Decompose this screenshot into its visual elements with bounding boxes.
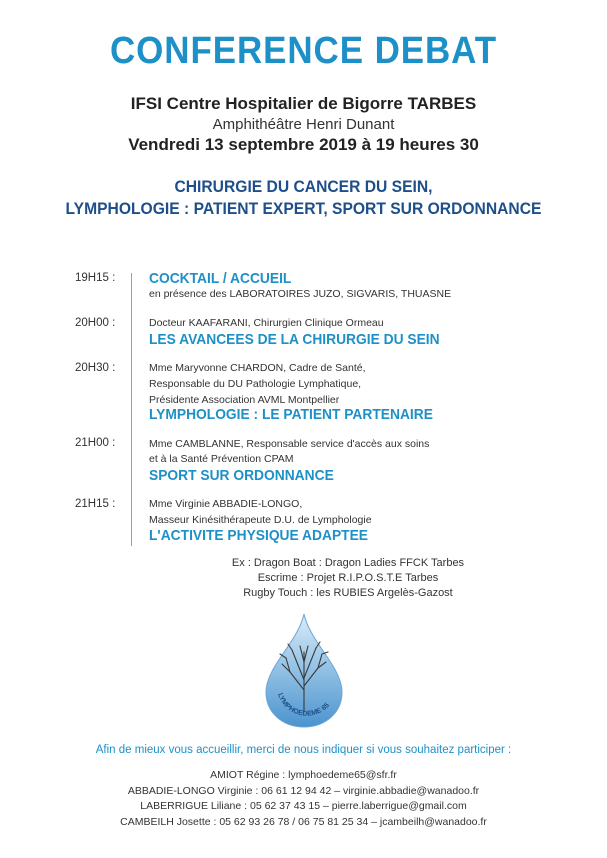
program-line: Mme CAMBLANNE, Responsable service d'accès aux soins: [149, 438, 430, 450]
subject-line-1: CHIRURGIE DU CANCER DU SEIN,: [174, 177, 433, 196]
example-item: Rugby Touch : les RUBIES Argelès-Gazost: [243, 587, 453, 599]
venue: Amphithéâtre Henri Dunant: [212, 116, 395, 133]
contact-item: LABERRIGUE Liliane : 05 62 37 43 15 – pierre.laberrigue@gmail.com: [140, 800, 467, 812]
program-title: L'ACTIVITE PHYSIQUE ADAPTEE: [149, 527, 369, 544]
program-line: Docteur KAAFARANI, Chirurgien Clinique Ormeau: [149, 317, 384, 329]
contact-list: [0, 768, 607, 830]
timeline-divider: [131, 273, 132, 546]
program-title: COCKTAIL / ACCUEIL: [149, 270, 292, 287]
example-item: Escrime : Projet R.I.P.O.S.T.E Tarbes: [257, 572, 439, 584]
program-time: 21H00 :: [75, 437, 116, 449]
subject-line-2: LYMPHOLOGIE : PATIENT EXPERT, SPORT SUR ORDONNANCE: [65, 199, 542, 218]
logo-text: LYMPHOEDEME 65: [276, 692, 331, 718]
examples-list: [180, 556, 516, 601]
contact-item: AMIOT Régine : lymphoedeme65@sfr.fr: [210, 769, 397, 781]
program-time: 21H15 :: [75, 498, 116, 510]
program-title: LES AVANCEES DE LA CHIRURGIE DU SEIN: [149, 331, 440, 348]
invite-text: Afin de mieux vous accueillir, merci de nous indiquer si vous souhaitez participer :: [95, 744, 512, 756]
program-time: 19H15 :: [75, 272, 116, 284]
program-line: Mme Virginie ABBADIE-LONGO,: [149, 498, 303, 510]
contact-item: ABBADIE-LONGO Virginie : 06 61 12 94 42 – virginie.abbadie@wanadoo.fr: [127, 784, 480, 797]
program-line: Responsable du DU Pathologie Lymphatique,: [149, 378, 362, 390]
program-line: et à la Santé Prévention CPAM: [149, 453, 294, 465]
water-drop-tree-icon: [258, 612, 350, 730]
program-line: en présence des LABORATOIRES JUZO, SIGVARIS, THUASNE: [149, 288, 452, 300]
contact-item: CAMBEILH Josette : 05 62 93 26 78 / 06 75 81 25 34 – jcambeilh@wanadoo.fr: [120, 815, 487, 828]
program-time: 20H00 :: [75, 317, 116, 329]
lymphoedeme-logo: [258, 612, 350, 730]
organization: IFSI Centre Hospitalier de Bigorre TARBES: [130, 94, 477, 113]
example-item: Ex : Dragon Boat : Dragon Ladies FFCK Tarbes: [231, 557, 465, 569]
page-title: CONFERENCE DEBAT: [109, 30, 497, 72]
program-line: Mme Maryvonne CHARDON, Cadre de Santé,: [149, 362, 366, 374]
program-title: SPORT SUR ORDONNANCE: [149, 467, 334, 484]
program-line: Présidente Association AVML Montpellier: [149, 394, 340, 406]
program-title: LYMPHOLOGIE : LE PATIENT PARTENAIRE: [149, 406, 433, 423]
program-line: Masseur Kinésithérapeute D.U. de Lymphologie: [149, 514, 372, 526]
event-date: Vendredi 13 septembre 2019 à 19 heures 30: [128, 135, 479, 154]
program-time: 20H30 :: [75, 362, 116, 374]
